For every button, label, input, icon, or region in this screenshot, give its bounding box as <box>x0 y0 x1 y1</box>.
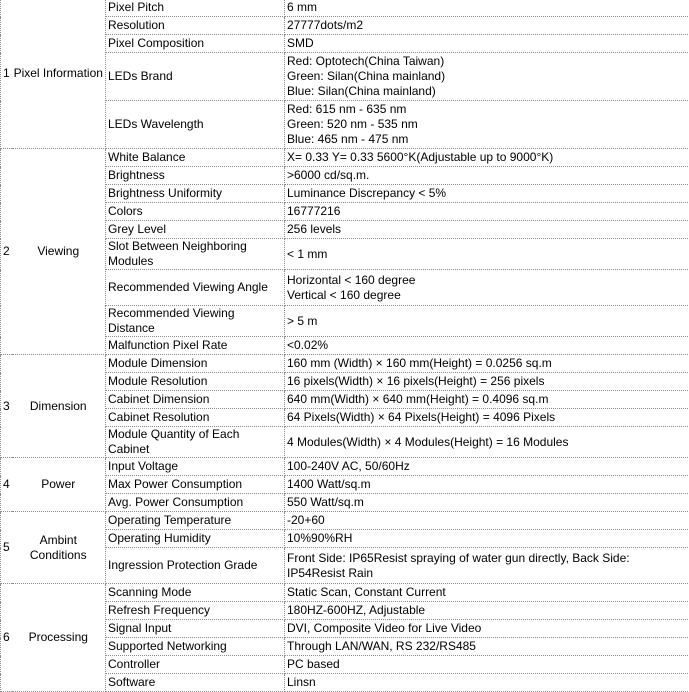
spec-value: >6000 cd/sq.m. <box>285 167 689 185</box>
spec-row <box>1 584 689 602</box>
spec-value: <0.02% <box>285 337 689 355</box>
group-name: Dimension <box>12 355 106 458</box>
spec-value: Red: Optotech(China Taiwan) Green: Silan(China mainland) Blue: Silan(China mainland) <box>285 53 689 101</box>
spec-label: Brightness Uniformity <box>106 185 285 203</box>
spec-value: < 1 mm <box>285 239 689 270</box>
spec-value: > 5 m <box>285 306 689 337</box>
spec-label: Malfunction Pixel Rate <box>106 337 285 355</box>
group-name: Pixel Information <box>12 0 106 149</box>
spec-value: Horizontal < 160 degree Vertical < 160 degree <box>285 270 689 306</box>
spec-row <box>1 0 689 17</box>
spec-label: Grey Level <box>106 221 285 239</box>
spec-label: Pixel Composition <box>106 35 285 53</box>
spec-label: Software <box>106 674 285 692</box>
spec-value: 10%90%RH <box>285 530 689 548</box>
spec-row <box>1 458 689 476</box>
group-name: Ambint Conditions <box>12 512 106 584</box>
spec-value: 16 pixels(Width) × 16 pixels(Height) = 256 pixels <box>285 373 689 391</box>
spec-value: 1400 Watt/sq.m <box>285 476 689 494</box>
group-number: 5 <box>1 512 12 584</box>
group-number: 1 <box>1 0 12 149</box>
spec-value: 100-240V AC, 50/60Hz <box>285 458 689 476</box>
spec-value: Through LAN/WAN, RS 232/RS485 <box>285 638 689 656</box>
group-number: 3 <box>1 355 12 458</box>
group-number: 2 <box>1 149 12 355</box>
group-name: Processing <box>12 584 106 692</box>
spec-label: LEDs Brand <box>106 53 285 101</box>
spec-value: 256 levels <box>285 221 689 239</box>
spec-row <box>1 355 689 373</box>
spec-label: Colors <box>106 203 285 221</box>
spec-label: Operating Humidity <box>106 530 285 548</box>
spec-label: Slot Between Neighboring Modules <box>106 239 285 270</box>
spec-label: Ingression Protection Grade <box>106 548 285 584</box>
spec-value: 16777216 <box>285 203 689 221</box>
spec-label: Max Power Consumption <box>106 476 285 494</box>
spec-value: DVI, Composite Video for Live Video <box>285 620 689 638</box>
group-name: Viewing <box>12 149 106 355</box>
spec-label: Signal Input <box>106 620 285 638</box>
spec-label: Operating Temperature <box>106 512 285 530</box>
spec-value: 160 mm (Width) × 160 mm(Height) = 0.0256 sq.m <box>285 355 689 373</box>
spec-value: 64 Pixels(Width) × 64 Pixels(Height) = 4096 Pixels <box>285 409 689 427</box>
spec-value: Static Scan, Constant Current <box>285 584 689 602</box>
spec-label: Scanning Mode <box>106 584 285 602</box>
spec-value: SMD <box>285 35 689 53</box>
spec-value: -20+60 <box>285 512 689 530</box>
spec-label: Recommended Viewing Distance <box>106 306 285 337</box>
spec-value: Red: 615 nm - 635 nm Green: 520 nm - 535 nm Blue: 465 nm - 475 nm <box>285 101 689 149</box>
spec-label: Controller <box>106 656 285 674</box>
spec-label: Resolution <box>106 17 285 35</box>
spec-value: 640 mm(Width) × 640 mm(Height) = 0.4096 sq.m <box>285 391 689 409</box>
spec-label: Cabinet Dimension <box>106 391 285 409</box>
spec-value: PC based <box>285 656 689 674</box>
spec-value: Front Side: IP65Resist spraying of water gun directly, Back Side: IP54Resist Rain <box>285 548 689 584</box>
spec-row <box>1 512 689 530</box>
spec-label: Cabinet Resolution <box>106 409 285 427</box>
spec-label: Module Dimension <box>106 355 285 373</box>
spec-value: 180HZ-600HZ, Adjustable <box>285 602 689 620</box>
spec-label: Module Quantity of Each Cabinet <box>106 427 285 458</box>
spec-label: Brightness <box>106 167 285 185</box>
spec-value: 6 mm <box>285 0 689 17</box>
spec-label: Refresh Frequency <box>106 602 285 620</box>
spec-label: Pixel Pitch <box>106 0 285 17</box>
spec-value: 27777dots/m2 <box>285 17 689 35</box>
spec-label: Recommended Viewing Angle <box>106 270 285 306</box>
spec-value: Linsn <box>285 674 689 692</box>
spec-label: Module Resolution <box>106 373 285 391</box>
spec-value: X= 0.33 Y= 0.33 5600°K(Adjustable up to 9000°K) <box>285 149 689 167</box>
spec-value: 4 Modules(Width) × 4 Modules(Height) = 16 Modules <box>285 427 689 458</box>
spec-label: White Balance <box>106 149 285 167</box>
spec-value: Luminance Discrepancy < 5% <box>285 185 689 203</box>
group-name: Power <box>12 458 106 512</box>
spec-label: Input Voltage <box>106 458 285 476</box>
spec-label: Supported Networking <box>106 638 285 656</box>
spec-label: Avg. Power Consumption <box>106 494 285 512</box>
spec-label: LEDs Wavelength <box>106 101 285 149</box>
spec-value: 550 Watt/sq.m <box>285 494 689 512</box>
group-number: 4 <box>1 458 12 512</box>
group-number: 6 <box>1 584 12 692</box>
spec-row <box>1 149 689 167</box>
